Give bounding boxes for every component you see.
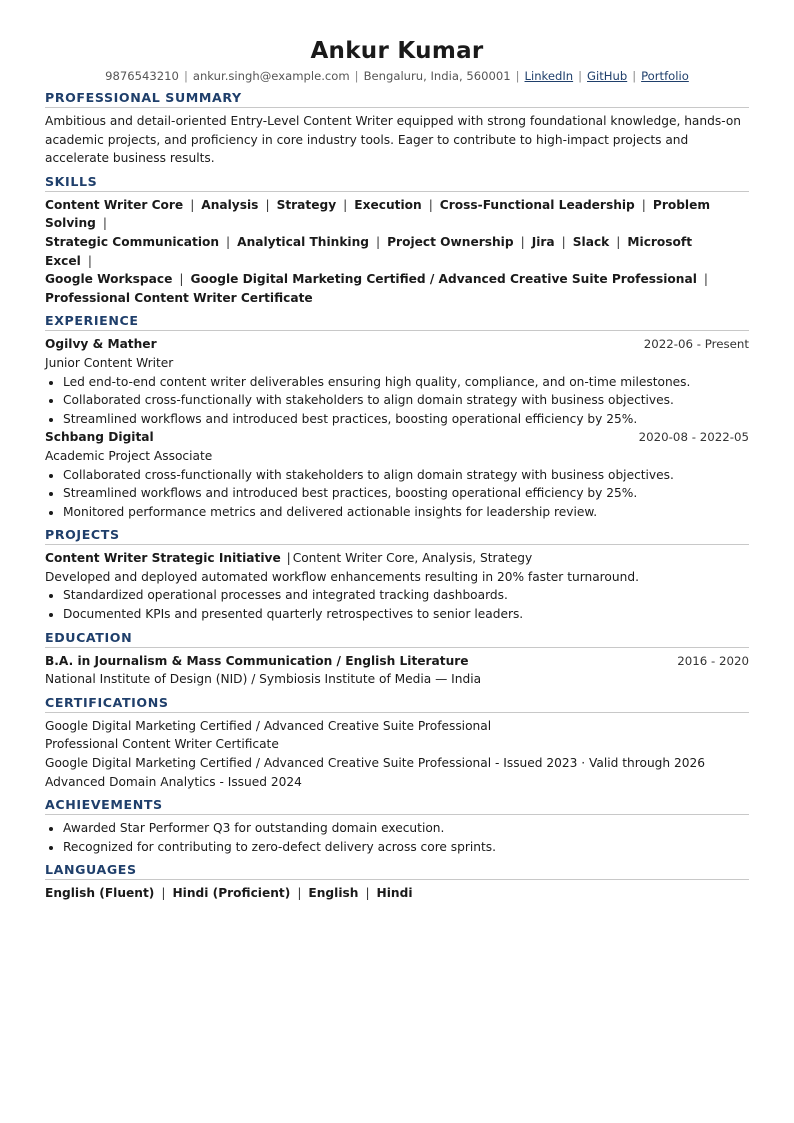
bullet-item: • Recognized for contributing to zero-defect delivery across core sprints. — [63, 838, 749, 857]
skill-item: Jira — [531, 234, 555, 249]
job-bullets — [45, 466, 749, 522]
certification-item: Advanced Domain Analytics - Issued 2024 — [45, 774, 302, 789]
skill-item: Slack — [572, 234, 610, 249]
linkedin-link[interactable]: LinkedIn — [524, 69, 574, 83]
company-name: Schbang Digital — [45, 430, 154, 445]
job-entry — [45, 335, 749, 428]
github-link[interactable]: GitHub — [587, 69, 628, 83]
projects-section — [45, 525, 749, 623]
skill-item: Microsoft Excel — [45, 234, 693, 268]
skill-item: Problem Solving — [45, 197, 711, 231]
skill-item: Strategic Communication — [45, 234, 220, 249]
separator: | — [578, 69, 583, 83]
education-section — [45, 628, 749, 689]
company-name: Ogilvy & Mather — [45, 337, 157, 352]
bullet-item: • Collaborated cross-functionally with stakeholders to align domain strategy with business objectives. — [63, 391, 749, 410]
phone-number: 9876543210 — [105, 69, 179, 83]
section-title-projects: PROJECTS — [45, 525, 749, 545]
separator: | — [183, 69, 188, 83]
project-name: Content Writer Strategic Initiative — [45, 551, 281, 566]
bullet-item: • Documented KPIs and presented quarterly retrospectives to senior leaders. — [63, 605, 749, 624]
education-dates: 2016 - 2020 — [677, 653, 749, 668]
project-bullets — [45, 586, 749, 623]
bullet-item: • Streamlined workflows and introduced best practices, boosting operational efficiency by 25%. — [63, 410, 749, 429]
degree: B.A. in Journalism & Mass Communication / English Literature — [45, 653, 469, 668]
section-title-skills: SKILLS — [45, 172, 749, 192]
language-item: Hindi — [376, 886, 413, 901]
languages-section — [45, 860, 749, 903]
achievements-section — [45, 795, 749, 856]
separator: | — [632, 69, 637, 83]
skill-item: Execution — [354, 197, 422, 212]
email-address: ankur.singh@example.com — [192, 69, 350, 83]
school-name: National Institute of Design (NID) / Symbiosis Institute of Media — India — [45, 672, 482, 687]
certification-item: Google Digital Marketing Certified / Advanced Creative Suite Professional — [45, 718, 492, 733]
skill-item: Cross-Functional Leadership — [439, 197, 635, 212]
separator: | — [286, 551, 291, 566]
bullet-item: • Monitored performance metrics and delivered actionable insights for leadership review. — [63, 503, 749, 522]
certification-item: Professional Content Writer Certificate — [45, 737, 279, 752]
skill-item: Google Workspace — [45, 272, 173, 287]
separator: | — [515, 69, 520, 83]
separator: | — [354, 69, 359, 83]
section-title-summary: PROFESSIONAL SUMMARY — [45, 88, 749, 108]
experience-section — [45, 311, 749, 521]
certifications-section — [45, 693, 749, 791]
bullet-item: • Awarded Star Performer Q3 for outstanding domain execution. — [63, 819, 749, 838]
location: Bengaluru, India, 560001 — [363, 69, 511, 83]
skills-list: Content Writer Core | Analysis | Strategy | Execution | Cross-Functional Leadership | Problem Solving | Strategic Communication | Analytical Thinking | Project Ownership | Jira | Slack | Microsoft Excel | Google Workspace | Google Digital Marketing Certified / Advanced Creative Suite Professional | Professional Content Writer Certificate — [45, 197, 711, 305]
candidate-name: Ankur Kumar — [310, 38, 484, 64]
skill-item: Project Ownership — [387, 234, 514, 249]
summary-section — [45, 88, 749, 168]
section-title-languages: LANGUAGES — [45, 860, 749, 880]
portfolio-link[interactable]: Portfolio — [641, 69, 689, 83]
project-entry — [45, 549, 749, 623]
languages-list: English (Fluent) | Hindi (Proficient) | English | Hindi — [45, 886, 413, 901]
job-dates: 2020-08 - 2022-05 — [638, 430, 749, 445]
bullet-item: • Standardized operational processes and integrated tracking dashboards. — [63, 586, 749, 605]
job-role: Junior Content Writer — [45, 355, 174, 370]
skill-item: Google Digital Marketing Certified / Advanced Creative Suite Professional — [190, 272, 697, 287]
contact-line — [45, 68, 749, 84]
skill-item: Analytical Thinking — [237, 234, 370, 249]
skill-item: Professional Content Writer Certificate — [45, 290, 313, 305]
skills-section — [45, 172, 749, 308]
job-entry — [45, 428, 749, 521]
certification-item: Google Digital Marketing Certified / Advanced Creative Suite Professional - Issued 2023 · Valid through 2026 — [45, 756, 706, 771]
bullet-item: • Led end-to-end content writer deliverables ensuring high quality, compliance, and on-time milestones. — [63, 373, 749, 392]
job-bullets — [45, 373, 749, 429]
language-item: Hindi (Proficient) — [172, 886, 291, 901]
skill-item: Analysis — [201, 197, 259, 212]
section-title-experience: EXPERIENCE — [45, 311, 749, 331]
skill-item: Content Writer Core — [45, 197, 184, 212]
project-header — [45, 549, 749, 568]
job-dates: 2022-06 - Present — [643, 337, 749, 352]
project-tech: Content Writer Core, Analysis, Strategy — [292, 551, 533, 566]
job-role: Academic Project Associate — [45, 448, 213, 463]
language-item: English — [308, 886, 359, 901]
bullet-item: • Collaborated cross-functionally with stakeholders to align domain strategy with business objectives. — [63, 466, 749, 485]
achievement-bullets — [45, 819, 749, 856]
bullet-item: • Streamlined workflows and introduced best practices, boosting operational efficiency by 25%. — [63, 484, 749, 503]
summary-text: Ambitious and detail-oriented Entry-Level Content Writer equipped with strong foundational knowledge, hands-on academic projects, and proficiency in core industry tools. Eager to contribute to high-impact projects and accelerate business results. — [45, 114, 742, 166]
section-title-education: EDUCATION — [45, 628, 749, 648]
section-title-certifications: CERTIFICATIONS — [45, 693, 749, 713]
project-description: Developed and deployed automated workflow enhancements resulting in 20% faster turnaround. — [45, 569, 639, 584]
section-title-achievements: ACHIEVEMENTS — [45, 795, 749, 815]
language-item: English (Fluent) — [45, 886, 155, 901]
skill-item: Strategy — [276, 197, 337, 212]
